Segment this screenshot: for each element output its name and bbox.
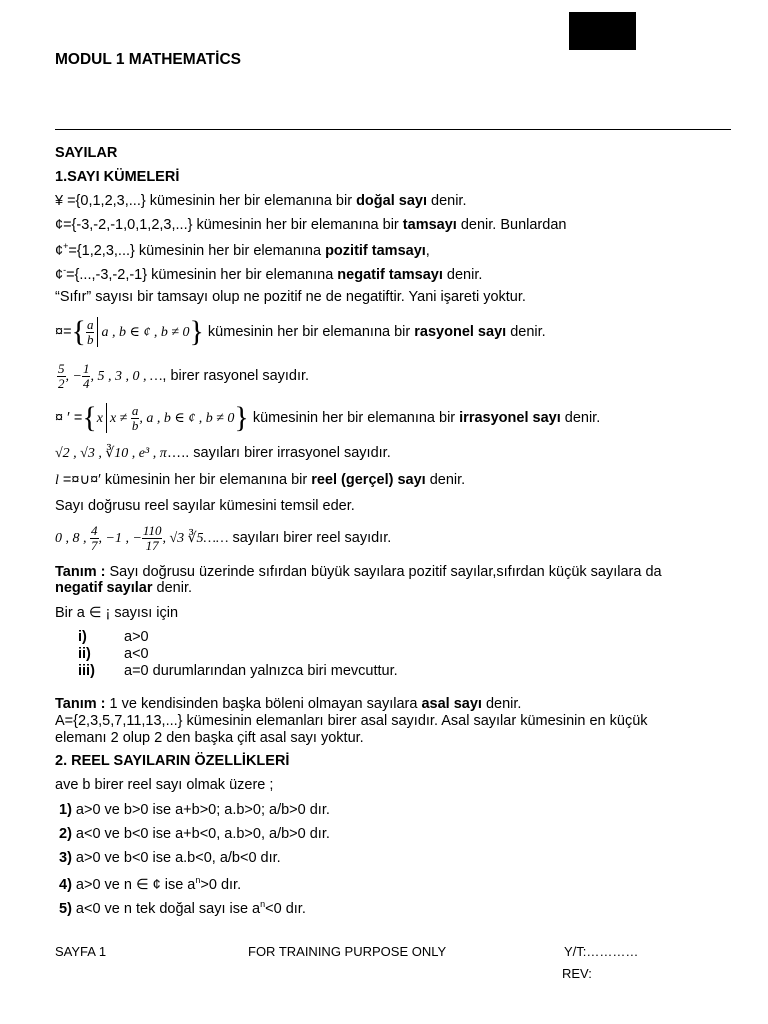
text: , xyxy=(425,242,430,259)
definition-positive-negative xyxy=(55,564,662,580)
set-bar xyxy=(97,317,98,347)
text: ¢={-3,-2,-1,0,1,2,3,...} kümesinin her bir elemanına bir xyxy=(55,217,403,233)
definition-label: Tanım : xyxy=(55,696,106,712)
text: ….. sayıları birer irrasyonel sayıdır. xyxy=(166,445,391,461)
term-irrasyonel-sayi: irrasyonel sayı xyxy=(459,410,561,426)
definition-prime xyxy=(55,696,521,712)
property-number: 3) xyxy=(59,850,72,866)
numerator: 4 xyxy=(91,523,98,539)
text: 1 ve kendisinden başka böleni olmayan sayılara xyxy=(105,696,422,712)
fraction xyxy=(90,524,99,552)
property-item xyxy=(59,899,306,917)
property-number: 5) xyxy=(59,900,72,917)
text: sayıları birer reel sayıdır. xyxy=(228,530,392,546)
superscript: n xyxy=(260,899,266,909)
denominator: 17 xyxy=(145,537,159,553)
logo-block xyxy=(569,12,636,50)
denominator: b xyxy=(86,331,94,347)
term-tamsayi: tamsayı xyxy=(402,217,457,233)
numerator: 110 xyxy=(142,523,162,539)
denominator: 7 xyxy=(91,537,98,553)
example-values: , √3 ∛5…… xyxy=(162,531,229,546)
rational-definition xyxy=(55,314,546,351)
text: Sayı doğrusu üzerinde sıfırdan büyük sayılara pozitif sayılar,sıfırdan küçük sayılara da xyxy=(105,564,662,580)
real-examples xyxy=(55,520,391,557)
left-brace: { xyxy=(82,401,97,435)
text: ¢ xyxy=(55,266,64,283)
denominator: 4 xyxy=(82,375,90,391)
text: denir. xyxy=(425,472,466,488)
term-reel-sayi: reel (gerçel) sayı xyxy=(311,472,426,488)
variable: x xyxy=(96,411,103,426)
denominator: b xyxy=(131,417,139,433)
set-union: =¤∪¤′ xyxy=(58,472,101,488)
fraction-a-over-b xyxy=(86,318,95,346)
property-number: 1) xyxy=(59,802,72,818)
footer-yt: Y/T:………… xyxy=(564,944,639,959)
numerator: 1 xyxy=(82,361,90,377)
list-item xyxy=(78,646,149,662)
numerator: a xyxy=(86,317,94,333)
set-bar xyxy=(106,403,107,433)
text: ¥ ={0,1,2,3,...} kümesinin her bir elemanına bir xyxy=(55,193,357,209)
irrational-definition xyxy=(55,400,600,437)
natural-numbers-line xyxy=(55,193,466,209)
number-line-line: Sayı doğrusu reel sayılar kümesini temsil eder. xyxy=(55,498,355,514)
zero-line: “Sıfır” sayısı bir tamsayı olup ne pozitif ne de negatiftir. Yani işareti yoktur. xyxy=(55,289,526,305)
list-item xyxy=(78,629,149,645)
footer-rev: REV: xyxy=(562,966,592,981)
text: kümesinin her bir elemanına bir xyxy=(248,410,460,426)
for-a-line: Bir a ∈ ¡ sayısı için xyxy=(55,605,179,621)
text: ={...,-3,-2,-1} kümesinin her bir elemanına xyxy=(66,266,338,283)
section-heading: SAYILAR xyxy=(55,145,118,161)
list-marker: i) xyxy=(78,629,87,645)
set-condition: a , b ∈ ¢ , b ≠ 0 xyxy=(101,325,190,340)
property-text: a<0 ve b<0 ise a+b<0, a.b>0, a/b>0 dır. xyxy=(71,826,330,842)
right-brace: } xyxy=(234,401,249,435)
property-text: a>0 ve b>0 ise a+b>0; a.b>0; a/b>0 dır. xyxy=(71,802,330,818)
property-number: 4) xyxy=(59,876,72,893)
text: kümesinin her bir elemanına bir xyxy=(203,324,415,340)
term-rasyonel-sayi: rasyonel sayı xyxy=(414,324,507,340)
term-negatif-sayilar: negatif sayılar xyxy=(55,580,153,596)
example-values: , 5 , 3 , 0 , … xyxy=(90,369,163,384)
term-pozitif-tamsayi: pozitif tamsayı xyxy=(325,242,426,259)
text: denir. xyxy=(152,580,193,596)
property-text: a<0 ve n tek doğal sayı ise a xyxy=(71,900,261,917)
text: denir. Bunlardan xyxy=(456,217,567,233)
example-values: , −1 , − xyxy=(98,531,142,546)
property-text: >0 dır. xyxy=(200,876,242,893)
property-item xyxy=(59,826,330,842)
text: denir. xyxy=(506,324,546,340)
definition-positive-negative-cont xyxy=(55,580,192,596)
list-marker: iii) xyxy=(78,663,95,679)
separator: , − xyxy=(65,369,82,384)
text: , birer rasyonel sayıdır. xyxy=(162,368,310,384)
text: denir. xyxy=(442,266,483,283)
set-symbol: ¤= xyxy=(55,324,72,340)
definition-label: Tanım : xyxy=(55,564,106,580)
footer-page: SAYFA 1 xyxy=(55,944,107,959)
property-item xyxy=(59,850,281,866)
superscript: + xyxy=(63,241,69,251)
fraction xyxy=(142,524,163,552)
numerator: 5 xyxy=(58,361,65,377)
integers-line xyxy=(55,217,566,233)
term-negatif-tamsayi: negatif tamsayı xyxy=(337,266,443,283)
footer-note: FOR TRAINING PURPOSE ONLY xyxy=(248,944,447,959)
set-condition: , a , b ∈ ¢ , b ≠ 0 xyxy=(139,411,235,426)
superscript: n xyxy=(195,875,201,885)
prime-set-line: A={2,3,5,7,11,13,...} kümesinin elemanları birer asal sayıdır. Asal sayılar kümesinin en küçük xyxy=(55,713,648,729)
term-asal-sayi: asal sayı xyxy=(421,696,482,712)
text: denir. xyxy=(481,696,522,712)
text: denir. xyxy=(560,410,601,426)
example-values: 0 , 8 , xyxy=(55,531,90,546)
page-title: MODUL 1 MATHEMATİCS xyxy=(55,51,241,68)
set-symbol: l xyxy=(55,473,59,488)
irrational-examples xyxy=(55,445,391,462)
text: denir. xyxy=(426,193,467,209)
text: ¢ xyxy=(55,242,64,259)
text: ={1,2,3,...} kümesinin her bir elemanına xyxy=(68,242,326,259)
real-definition xyxy=(55,472,465,489)
list-text: a=0 durumlarından yalnızca biri mevcuttur. xyxy=(124,663,398,679)
text: kümesinin her bir elemanına bir xyxy=(100,472,312,488)
header-divider xyxy=(55,129,731,130)
rational-examples xyxy=(57,358,309,395)
set-symbol: ¤ ′ = xyxy=(55,410,83,426)
left-brace: { xyxy=(71,315,86,349)
list-text: a<0 xyxy=(124,646,149,662)
example-values: √2 , √3 , ∛10 , e³ , π xyxy=(55,446,167,461)
negative-integers-line xyxy=(55,265,482,283)
list-item xyxy=(78,663,398,679)
property-item xyxy=(59,802,330,818)
property-text: a>0 ve n ∈ ¢ ise a xyxy=(71,876,196,893)
term-dogal-sayi: doğal sayı xyxy=(356,193,427,209)
property-text: <0 dır. xyxy=(265,900,306,917)
section2-heading: 2. REEL SAYILARIN ÖZELLİKLERİ xyxy=(55,753,290,769)
set-condition: x ≠ xyxy=(109,411,131,426)
prime-set-line-cont: elemanı 2 olup 2 den başka çift asal sayı yoktur. xyxy=(55,730,364,746)
list-text: a>0 xyxy=(124,629,149,645)
subsection-heading: 1.SAYI KÜMELERİ xyxy=(55,169,180,185)
section2-intro: ave b birer reel sayı olmak üzere ; xyxy=(55,777,274,793)
denominator: 2 xyxy=(58,375,65,391)
property-text: a>0 ve b<0 ise a.b<0, a/b<0 dır. xyxy=(71,850,281,866)
superscript: - xyxy=(63,265,67,275)
list-marker: ii) xyxy=(78,646,91,662)
fraction xyxy=(57,362,66,390)
right-brace: } xyxy=(189,315,204,349)
positive-integers-line xyxy=(55,241,430,259)
property-number: 2) xyxy=(59,826,72,842)
property-item xyxy=(59,875,241,893)
numerator: a xyxy=(131,403,139,419)
